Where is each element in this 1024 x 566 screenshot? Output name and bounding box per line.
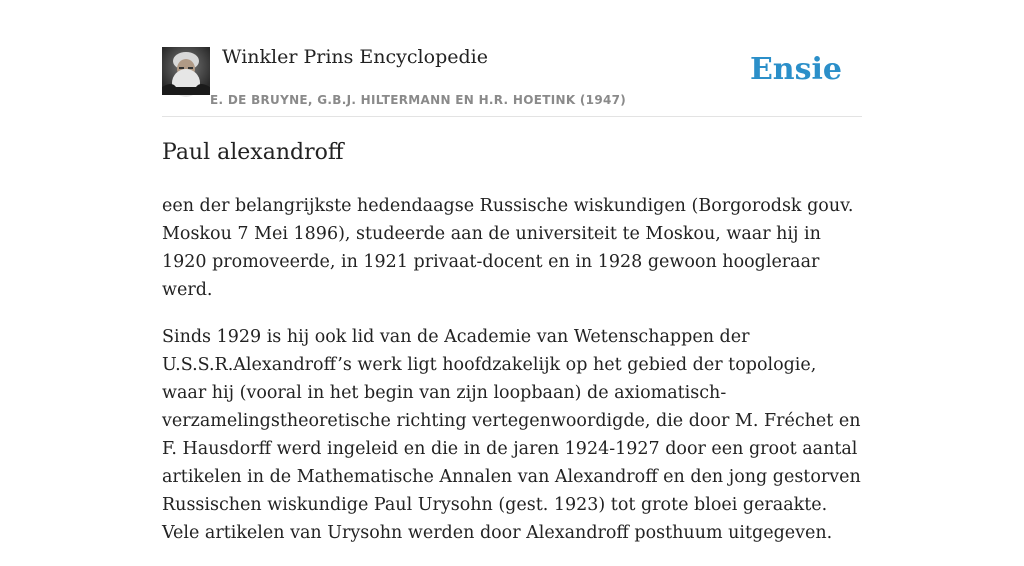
- article-paragraph: Sinds 1929 is hij ook lid van de Academie van Wetenschappen der U.S.S.R.Alexandroff’s werk ligt hoofdzakelijk op het gebied der topologie, waar hij (vooral in het begin van zijn loopbaan) de axiomatisch-verzamelingstheoretische richting vertegenwoordigde, die door M. Fréchet en F. Hausdorff werd ingeleid en die in de jaren 1924-1927 door een groot aantal artikelen in de Mathematische Annalen van Alexandroff en den jong gestorven Russischen wiskundige Paul Urysohn (gest. 1923) tot grote bloei geraakte. Vele artikelen van Urysohn werden door Alexandroff posthuum uitgegeven.: [162, 327, 861, 543]
- brand-logo-link[interactable]: Ensie: [749, 52, 842, 87]
- source-title[interactable]: Winkler Prins Encyclopedie: [222, 46, 488, 68]
- article-paragraph: een der belangrijkste hedendaagse Russische wiskundigen (Borgorodsk gouv. Moskou 7 Mei 1896), studeerde aan de universiteit te Moskou, waar hij in 1920 promoveerde, in 1921 privaat-docent en in 1928 gewoon hoogleraar werd.: [162, 196, 854, 300]
- author-avatar: [162, 47, 210, 95]
- source-authors: E. DE BRUYNE, G.B.J. HILTERMANN EN H.R. HOETINK (1947): [210, 93, 627, 107]
- source-header: [162, 46, 862, 117]
- article-body: [162, 192, 862, 566]
- portrait-image: [162, 47, 210, 95]
- article-title: Paul alexandroff: [162, 140, 344, 165]
